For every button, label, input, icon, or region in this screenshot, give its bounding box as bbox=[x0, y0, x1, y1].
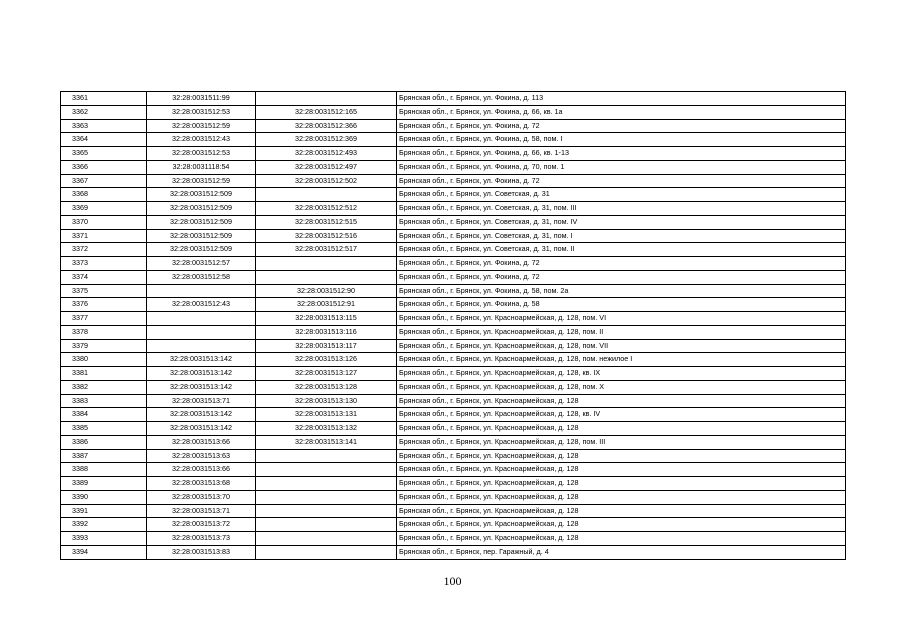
parent-cadastral-number-cell: 32:28:0031513:66 bbox=[147, 463, 256, 477]
table-row bbox=[61, 422, 846, 436]
row-number-cell: 3367 bbox=[61, 174, 147, 188]
parent-cadastral-number-cell: 32:28:0031513:68 bbox=[147, 477, 256, 491]
row-number-cell: 3386 bbox=[61, 435, 147, 449]
parent-cadastral-number-cell: 32:28:0031513:142 bbox=[147, 380, 256, 394]
table-row bbox=[61, 545, 846, 559]
row-number-cell: 3380 bbox=[61, 353, 147, 367]
parent-cadastral-number-cell bbox=[147, 312, 256, 326]
table-row bbox=[61, 477, 846, 491]
row-number-cell: 3372 bbox=[61, 243, 147, 257]
cadastral-number-cell: 32:28:0031512:90 bbox=[256, 284, 397, 298]
address-cell: Брянская обл., г. Брянск, ул. Красноармейская, д. 128, пом. III bbox=[397, 435, 846, 449]
address-cell: Брянская обл., г. Брянск, ул. Красноармейская, д. 128 bbox=[397, 532, 846, 546]
row-number-cell: 3361 bbox=[61, 92, 147, 106]
row-number-cell: 3374 bbox=[61, 270, 147, 284]
table-row bbox=[61, 532, 846, 546]
cadastral-number-cell bbox=[256, 449, 397, 463]
row-number-cell: 3387 bbox=[61, 449, 147, 463]
cadastral-number-cell: 32:28:0031513:117 bbox=[256, 339, 397, 353]
cadastral-number-cell: 32:28:0031512:502 bbox=[256, 174, 397, 188]
cadastral-number-cell bbox=[256, 270, 397, 284]
table-row bbox=[61, 147, 846, 161]
cadastral-number-cell: 32:28:0031512:366 bbox=[256, 119, 397, 133]
address-cell: Брянская обл., г. Брянск, ул. Красноармейская, д. 128 bbox=[397, 490, 846, 504]
table-row bbox=[61, 504, 846, 518]
row-number-cell: 3365 bbox=[61, 147, 147, 161]
parent-cadastral-number-cell: 32:28:0031513:63 bbox=[147, 449, 256, 463]
table-row bbox=[61, 518, 846, 532]
row-number-cell: 3366 bbox=[61, 160, 147, 174]
parent-cadastral-number-cell: 32:28:0031512:59 bbox=[147, 119, 256, 133]
table-row bbox=[61, 449, 846, 463]
table-row bbox=[61, 92, 846, 106]
cadastral-number-cell bbox=[256, 545, 397, 559]
parent-cadastral-number-cell bbox=[147, 339, 256, 353]
address-cell: Брянская обл., г. Брянск, ул. Фокина, д. 113 bbox=[397, 92, 846, 106]
address-cell: Брянская обл., г. Брянск, ул. Фокина, д. 72 bbox=[397, 174, 846, 188]
address-cell: Брянская обл., г. Брянск, ул. Советская, д. 31, пом. II bbox=[397, 243, 846, 257]
address-cell: Брянская обл., г. Брянск, ул. Советская, д. 31, пом. III bbox=[397, 202, 846, 216]
row-number-cell: 3375 bbox=[61, 284, 147, 298]
table-row bbox=[61, 229, 846, 243]
row-number-cell: 3394 bbox=[61, 545, 147, 559]
address-cell: Брянская обл., г. Брянск, ул. Красноармейская, д. 128 bbox=[397, 394, 846, 408]
table-row bbox=[61, 243, 846, 257]
address-cell: Брянская обл., г. Брянск, ул. Красноармейская, д. 128 bbox=[397, 422, 846, 436]
address-cell: Брянская обл., г. Брянск, ул. Красноармейская, д. 128 bbox=[397, 477, 846, 491]
address-cell: Брянская обл., г. Брянск, ул. Советская, д. 31, пом. IV bbox=[397, 215, 846, 229]
parent-cadastral-number-cell: 32:28:0031513:142 bbox=[147, 422, 256, 436]
parent-cadastral-number-cell: 32:28:0031513:142 bbox=[147, 408, 256, 422]
address-cell: Брянская обл., г. Брянск, ул. Красноармейская, д. 128, пом. II bbox=[397, 325, 846, 339]
cadastral-number-cell bbox=[256, 92, 397, 106]
cadastral-number-cell: 32:28:0031513:116 bbox=[256, 325, 397, 339]
row-number-cell: 3381 bbox=[61, 367, 147, 381]
address-cell: Брянская обл., г. Брянск, ул. Советская, д. 31 bbox=[397, 188, 846, 202]
address-cell: Брянская обл., г. Брянск, ул. Фокина, д. 58 bbox=[397, 298, 846, 312]
parent-cadastral-number-cell: 32:28:0031118:54 bbox=[147, 160, 256, 174]
address-cell: Брянская обл., г. Брянск, ул. Фокина, д. 72 bbox=[397, 119, 846, 133]
parent-cadastral-number-cell: 32:28:0031512:53 bbox=[147, 105, 256, 119]
parent-cadastral-number-cell: 32:28:0031511:99 bbox=[147, 92, 256, 106]
row-number-cell: 3376 bbox=[61, 298, 147, 312]
address-cell: Брянская обл., г. Брянск, ул. Фокина, д. 70, пом. 1 bbox=[397, 160, 846, 174]
cadastral-number-cell bbox=[256, 188, 397, 202]
cadastral-number-cell: 32:28:0031512:497 bbox=[256, 160, 397, 174]
cadastral-number-cell: 32:28:0031513:130 bbox=[256, 394, 397, 408]
cadastral-number-cell: 32:28:0031513:141 bbox=[256, 435, 397, 449]
table-row bbox=[61, 408, 846, 422]
cadastral-number-cell bbox=[256, 463, 397, 477]
cadastral-number-cell bbox=[256, 477, 397, 491]
cadastral-number-cell: 32:28:0031512:515 bbox=[256, 215, 397, 229]
row-number-cell: 3388 bbox=[61, 463, 147, 477]
address-cell: Брянская обл., г. Брянск, ул. Красноармейская, д. 128, кв. IV bbox=[397, 408, 846, 422]
parent-cadastral-number-cell: 32:28:0031512:509 bbox=[147, 215, 256, 229]
cadastral-number-cell bbox=[256, 257, 397, 271]
row-number-cell: 3368 bbox=[61, 188, 147, 202]
table-row bbox=[61, 380, 846, 394]
parent-cadastral-number-cell: 32:28:0031513:72 bbox=[147, 518, 256, 532]
cadastral-number-cell: 32:28:0031513:128 bbox=[256, 380, 397, 394]
row-number-cell: 3384 bbox=[61, 408, 147, 422]
row-number-cell: 3390 bbox=[61, 490, 147, 504]
cadastral-number-cell bbox=[256, 518, 397, 532]
cadastral-number-cell: 32:28:0031513:131 bbox=[256, 408, 397, 422]
row-number-cell: 3379 bbox=[61, 339, 147, 353]
address-cell: Брянская обл., г. Брянск, ул. Красноармейская, д. 128 bbox=[397, 449, 846, 463]
cadastral-number-cell: 32:28:0031513:132 bbox=[256, 422, 397, 436]
row-number-cell: 3383 bbox=[61, 394, 147, 408]
table-row bbox=[61, 133, 846, 147]
address-cell: Брянская обл., г. Брянск, ул. Советская, д. 31, пом. I bbox=[397, 229, 846, 243]
table-row bbox=[61, 257, 846, 271]
cadastral-number-cell: 32:28:0031513:115 bbox=[256, 312, 397, 326]
address-cell: Брянская обл., г. Брянск, ул. Красноармейская, д. 128, пом. X bbox=[397, 380, 846, 394]
address-cell: Брянская обл., г. Брянск, ул. Фокина, д. 72 bbox=[397, 257, 846, 271]
cadastral-number-cell bbox=[256, 504, 397, 518]
table-row bbox=[61, 284, 846, 298]
parent-cadastral-number-cell bbox=[147, 325, 256, 339]
address-cell: Брянская обл., г. Брянск, ул. Красноармейская, д. 128, кв. IX bbox=[397, 367, 846, 381]
table-row bbox=[61, 174, 846, 188]
row-number-cell: 3364 bbox=[61, 133, 147, 147]
cadastral-number-cell: 32:28:0031512:369 bbox=[256, 133, 397, 147]
table-row bbox=[61, 312, 846, 326]
parent-cadastral-number-cell: 32:28:0031512:509 bbox=[147, 188, 256, 202]
row-number-cell: 3377 bbox=[61, 312, 147, 326]
property-table-body bbox=[61, 92, 846, 560]
cadastral-number-cell bbox=[256, 490, 397, 504]
parent-cadastral-number-cell: 32:28:0031513:71 bbox=[147, 394, 256, 408]
table-row bbox=[61, 270, 846, 284]
row-number-cell: 3370 bbox=[61, 215, 147, 229]
address-cell: Брянская обл., г. Брянск, ул. Красноармейская, д. 128, пом. VI bbox=[397, 312, 846, 326]
table-row bbox=[61, 325, 846, 339]
parent-cadastral-number-cell: 32:28:0031512:57 bbox=[147, 257, 256, 271]
parent-cadastral-number-cell: 32:28:0031513:66 bbox=[147, 435, 256, 449]
address-cell: Брянская обл., г. Брянск, ул. Красноармейская, д. 128 bbox=[397, 518, 846, 532]
table-row bbox=[61, 339, 846, 353]
cadastral-number-cell: 32:28:0031512:517 bbox=[256, 243, 397, 257]
table-row bbox=[61, 160, 846, 174]
cadastral-number-cell: 32:28:0031512:165 bbox=[256, 105, 397, 119]
address-cell: Брянская обл., г. Брянск, пер. Гаражный, д. 4 bbox=[397, 545, 846, 559]
parent-cadastral-number-cell: 32:28:0031513:83 bbox=[147, 545, 256, 559]
table-row bbox=[61, 202, 846, 216]
table-row bbox=[61, 490, 846, 504]
address-cell: Брянская обл., г. Брянск, ул. Красноармейская, д. 128 bbox=[397, 463, 846, 477]
parent-cadastral-number-cell: 32:28:0031512:59 bbox=[147, 174, 256, 188]
row-number-cell: 3373 bbox=[61, 257, 147, 271]
address-cell: Брянская обл., г. Брянск, ул. Фокина, д. 66, кв. 1-13 bbox=[397, 147, 846, 161]
table-row bbox=[61, 435, 846, 449]
parent-cadastral-number-cell: 32:28:0031513:70 bbox=[147, 490, 256, 504]
address-cell: Брянская обл., г. Брянск, ул. Фокина, д. 66, кв. 1а bbox=[397, 105, 846, 119]
row-number-cell: 3393 bbox=[61, 532, 147, 546]
table-row bbox=[61, 188, 846, 202]
table-row bbox=[61, 353, 846, 367]
table-row bbox=[61, 119, 846, 133]
parent-cadastral-number-cell: 32:28:0031512:43 bbox=[147, 133, 256, 147]
address-cell: Брянская обл., г. Брянск, ул. Фокина, д. 58, пом. I bbox=[397, 133, 846, 147]
property-table bbox=[60, 91, 846, 560]
row-number-cell: 3369 bbox=[61, 202, 147, 216]
cadastral-number-cell: 32:28:0031512:516 bbox=[256, 229, 397, 243]
parent-cadastral-number-cell: 32:28:0031512:53 bbox=[147, 147, 256, 161]
parent-cadastral-number-cell: 32:28:0031513:142 bbox=[147, 353, 256, 367]
address-cell: Брянская обл., г. Брянск, ул. Красноармейская, д. 128, пом. VII bbox=[397, 339, 846, 353]
row-number-cell: 3385 bbox=[61, 422, 147, 436]
address-cell: Брянская обл., г. Брянск, ул. Красноармейская, д. 128 bbox=[397, 504, 846, 518]
parent-cadastral-number-cell: 32:28:0031512:509 bbox=[147, 243, 256, 257]
page-number: 100 bbox=[443, 574, 462, 588]
parent-cadastral-number-cell: 32:28:0031513:73 bbox=[147, 532, 256, 546]
parent-cadastral-number-cell: 32:28:0031513:142 bbox=[147, 367, 256, 381]
parent-cadastral-number-cell: 32:28:0031512:509 bbox=[147, 229, 256, 243]
parent-cadastral-number-cell: 32:28:0031512:43 bbox=[147, 298, 256, 312]
table-row bbox=[61, 367, 846, 381]
cadastral-number-cell: 32:28:0031512:91 bbox=[256, 298, 397, 312]
table-row bbox=[61, 394, 846, 408]
row-number-cell: 3371 bbox=[61, 229, 147, 243]
cadastral-number-cell: 32:28:0031512:512 bbox=[256, 202, 397, 216]
row-number-cell: 3389 bbox=[61, 477, 147, 491]
table-row bbox=[61, 298, 846, 312]
table-row bbox=[61, 105, 846, 119]
parent-cadastral-number-cell: 32:28:0031513:71 bbox=[147, 504, 256, 518]
address-cell: Брянская обл., г. Брянск, ул. Красноармейская, д. 128, пом. нежилое I bbox=[397, 353, 846, 367]
row-number-cell: 3392 bbox=[61, 518, 147, 532]
parent-cadastral-number-cell bbox=[147, 284, 256, 298]
row-number-cell: 3362 bbox=[61, 105, 147, 119]
row-number-cell: 3391 bbox=[61, 504, 147, 518]
table-row bbox=[61, 463, 846, 477]
row-number-cell: 3378 bbox=[61, 325, 147, 339]
row-number-cell: 3363 bbox=[61, 119, 147, 133]
cadastral-number-cell: 32:28:0031512:493 bbox=[256, 147, 397, 161]
cadastral-number-cell bbox=[256, 532, 397, 546]
cadastral-number-cell: 32:28:0031513:126 bbox=[256, 353, 397, 367]
cadastral-number-cell: 32:28:0031513:127 bbox=[256, 367, 397, 381]
table-row bbox=[61, 215, 846, 229]
parent-cadastral-number-cell: 32:28:0031512:58 bbox=[147, 270, 256, 284]
row-number-cell: 3382 bbox=[61, 380, 147, 394]
address-cell: Брянская обл., г. Брянск, ул. Фокина, д. 72 bbox=[397, 270, 846, 284]
address-cell: Брянская обл., г. Брянск, ул. Фокина, д. 58, пом. 2а bbox=[397, 284, 846, 298]
parent-cadastral-number-cell: 32:28:0031512:509 bbox=[147, 202, 256, 216]
